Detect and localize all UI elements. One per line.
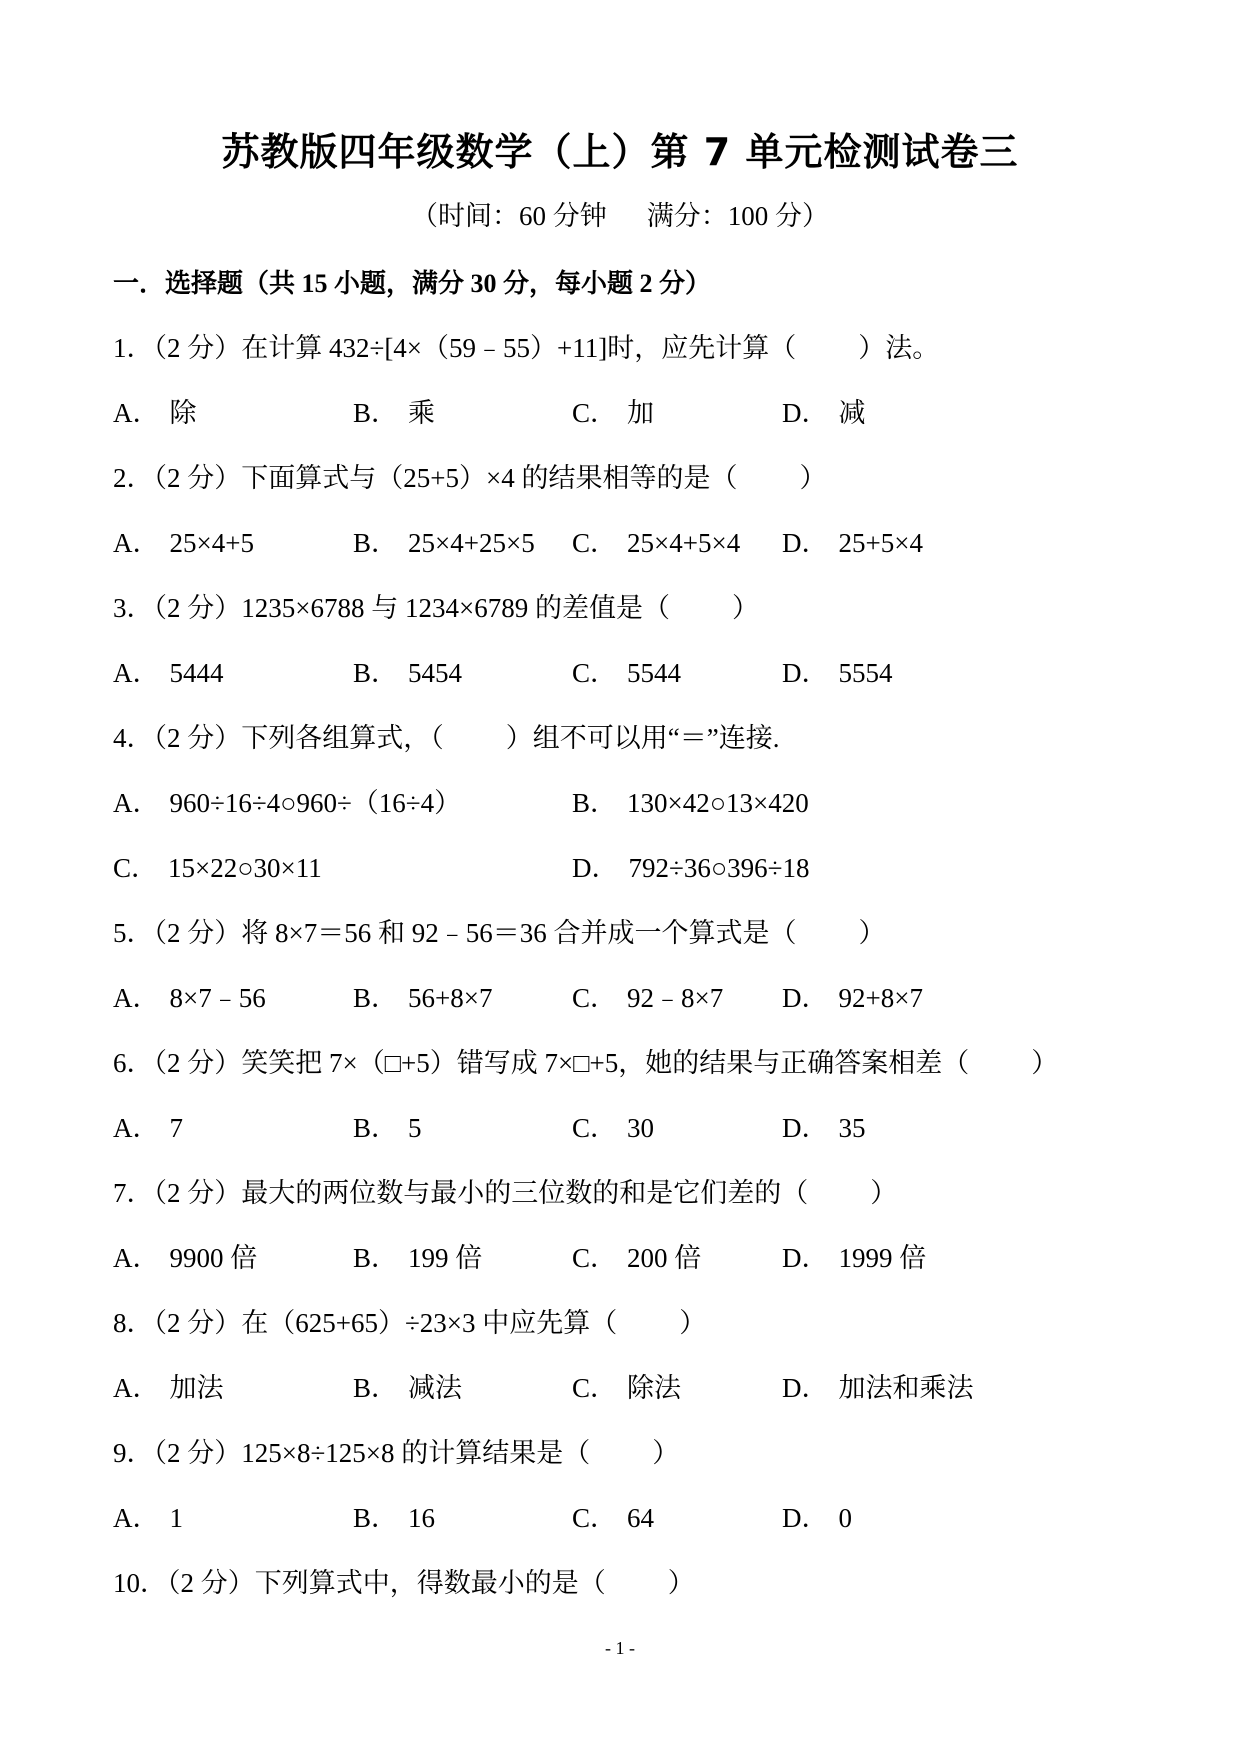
option-d: D． 0 xyxy=(782,1503,852,1533)
section-heading: 一．选择题（共 15 小题，满分 30 分，每小题 2 分） xyxy=(113,269,712,298)
option-d: D． 加法和乘法 xyxy=(782,1373,974,1403)
option-d: D． 92+8×7 xyxy=(782,983,923,1013)
option-b: B． 5454 xyxy=(353,658,463,688)
option-a: A． 7 xyxy=(113,1113,183,1143)
question-6: 6．（2 分）笑笑把 7×（□+5）错写成 7×□+5，她的结果与正确答案相差（ ） xyxy=(113,1048,1059,1078)
option-b: B． 5 xyxy=(353,1113,422,1143)
option-b: B． 16 xyxy=(353,1503,436,1533)
full-score: 满分：100 分） xyxy=(646,201,829,231)
page-title: 苏教版四年级数学（上）第 7 单元检测试卷三 xyxy=(221,130,1019,174)
option-c: C． 5544 xyxy=(572,658,682,688)
option-b: B． 乘 xyxy=(353,398,436,428)
question-10: 10．（2 分）下列算式中，得数最小的是（ ） xyxy=(113,1568,695,1598)
option-b: B． 130×42○13×420 xyxy=(572,788,809,818)
page-number: - 1 - xyxy=(605,1638,635,1658)
option-b: B． 199 倍 xyxy=(353,1243,483,1273)
option-c: C． 64 xyxy=(572,1503,655,1533)
question-2: 2．（2 分）下面算式与（25+5）×4 的结果相等的是（ ） xyxy=(113,463,827,493)
option-c: C． 加 xyxy=(572,398,655,428)
option-d: D． 792÷36○396÷18 xyxy=(572,853,810,883)
option-d: D． 35 xyxy=(782,1113,866,1143)
question-3: 3．（2 分）1235×6788 与 1234×6789 的差值是（ ） xyxy=(113,593,759,623)
question-9: 9．（2 分）125×8÷125×8 的计算结果是（ ） xyxy=(113,1438,680,1468)
option-d: D． 25+5×4 xyxy=(782,528,923,558)
exam-info xyxy=(0,198,1240,234)
option-b: B． 56+8×7 xyxy=(353,983,493,1013)
option-b: B． 减法 xyxy=(353,1373,463,1403)
question-4: 4．（2 分）下列各组算式，（ ）组不可以用“＝”连接. xyxy=(113,723,780,753)
option-a: A． 除 xyxy=(113,398,197,428)
time-limit: （时间：60 分钟 xyxy=(411,201,607,231)
option-c: C． 92﹣8×7 xyxy=(572,983,724,1013)
option-a: A． 25×4+5 xyxy=(113,528,254,558)
option-c: C． 200 倍 xyxy=(572,1243,702,1273)
option-d: D． 1999 倍 xyxy=(782,1243,927,1273)
option-c: C． 除法 xyxy=(572,1373,682,1403)
option-b: B． 25×4+25×5 xyxy=(353,528,535,558)
option-d: D． 5554 xyxy=(782,658,893,688)
question-1: 1．（2 分）在计算 432÷[4×（59﹣55）+11]时，应先计算（ ）法。 xyxy=(113,333,940,363)
option-a: A． 5444 xyxy=(113,658,224,688)
option-c: C． 15×22○30×11 xyxy=(113,853,322,883)
option-a: A． 9900 倍 xyxy=(113,1243,258,1273)
option-a: A． 8×7﹣56 xyxy=(113,983,266,1013)
option-a: A． 加法 xyxy=(113,1373,224,1403)
option-c: C． 30 xyxy=(572,1113,655,1143)
option-a: A． 1 xyxy=(113,1503,183,1533)
option-a: A． 960÷16÷4○960÷（16÷4） xyxy=(113,788,462,818)
option-d: D． 减 xyxy=(782,398,866,428)
question-5: 5．（2 分）将 8×7＝56 和 92﹣56＝36 合并成一个算式是（ ） xyxy=(113,918,886,948)
option-c: C． 25×4+5×4 xyxy=(572,528,741,558)
question-7: 7．（2 分）最大的两位数与最小的三位数的和是它们差的（ ） xyxy=(113,1178,898,1208)
question-8: 8．（2 分）在（625+65）÷23×3 中应先算（ ） xyxy=(113,1308,707,1338)
